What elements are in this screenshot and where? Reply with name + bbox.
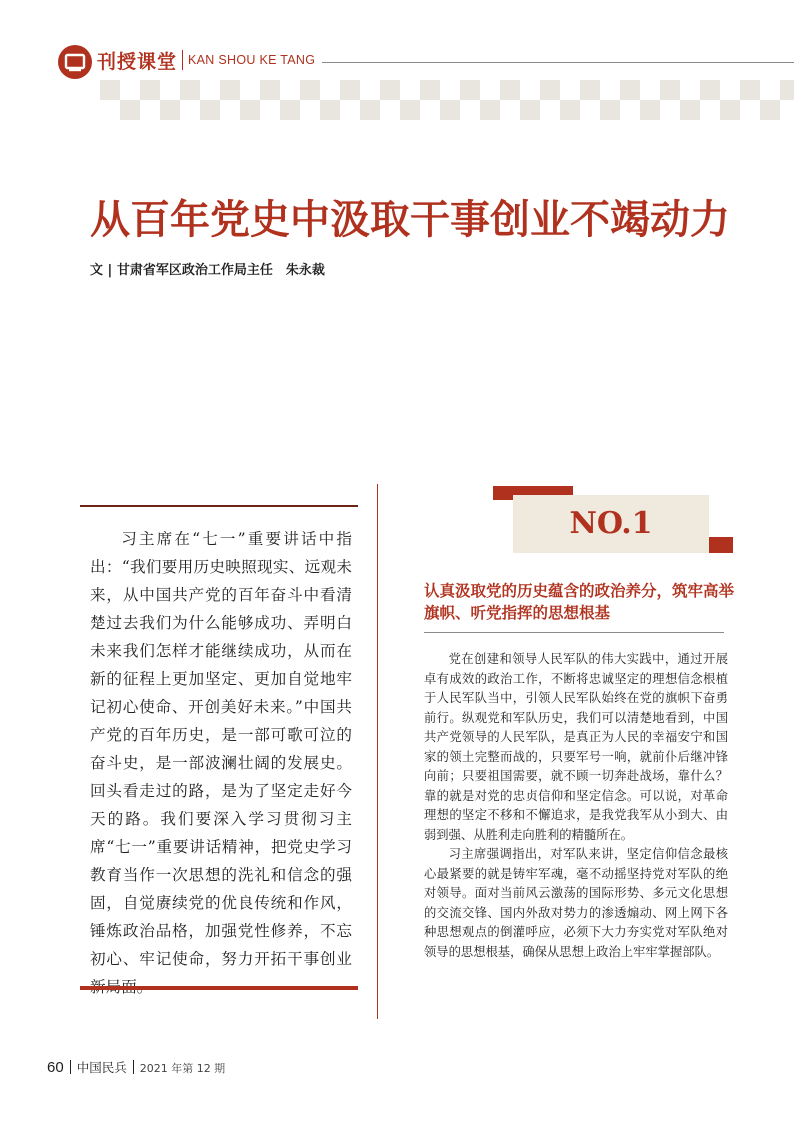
footer-separator	[70, 1060, 71, 1074]
quote-box-top-rule	[80, 505, 358, 507]
issue-label: 2021 年第 12 期	[139, 1062, 226, 1075]
lead-quote-text: 习主席在“七一”重要讲话中指出：“我们要用历史映照现实、远观未来，从中国共产党的百年奋斗中看清楚过去我们为什么能够成功、弄明白未来我们怎样才能继续成功，从而在新的征程上更加坚定、更加自觉地牢记初心使命、开创美好未来。”中国共产党的百年历史，是一部可歌可泣的奋斗史，是一部波澜壮阔的发展史。回头看走过的路，是为了坚定走好今天的路。我们要深入学习贯彻习主席“七一”重要讲话精神，把党史学习教育当作一次思想的洗礼和信念的强固，自觉赓续党的优良传统和作风，锤炼政治品格，加强党性修养，不忘初心、牢记使命，努力开拓干事创业	[90, 530, 352, 968]
tv-screen-icon	[58, 45, 92, 79]
checker-pattern	[100, 80, 794, 120]
column-divider	[377, 484, 378, 1019]
section-heading: 认真汲取党的历史蕴含的政治养分，筑牢高举旗帜、听党指挥的思想根基	[424, 582, 735, 622]
body-paragraph: 习主席强调指出，对军队来讲，坚定信仰信念最核心最紧要的就是铸牢军魂，毫不动摇坚持党对军队的绝对领导。面对当前风云激荡的国际形势、多元文化思想的交流交锋、国内外敌对势力的渗透煽动、网上网下各种思想观点的倒灌呼应，必须下大力夯实党对军队绝对领导的思想根基，确保从思想上政治上牢牢掌握部队。	[424, 847, 728, 959]
body-paragraph: 党在创建和领导人民军队的伟大实践中，通过开展卓有成效的政治工作，不断将忠诚坚定的理想信念根植于人民军队当中，引领人民军队始终在党的旗帜下奋勇前行。纵观党和军队历史，我们可以清楚地看到，中国共产党领导的人民军队，是真正为人民的幸福安宁和国家的领土完整而战的，只要军号一响，就前仆后继冲锋向前；只要祖国需要，就不顾一切奔赴战场，靠什么？靠的就是对党的忠贞信仰和坚定信念。可以说，对革命理想的坚定不移和不懈追求，是我党我军从小到大、由弱到强、从胜利走向胜利的精髓所在。	[424, 652, 728, 842]
page-footer	[47, 1057, 225, 1076]
page-number: 60	[47, 1059, 64, 1076]
byline-author: 甘肃省军区政治工作局主任 朱永裁	[116, 263, 325, 278]
quote-box-bottom-rule	[80, 986, 358, 990]
magazine-name: 中国民兵	[76, 1060, 127, 1075]
column-title: 刊授课堂	[97, 51, 178, 73]
badge-accent-corner	[709, 537, 733, 553]
section-badge	[513, 495, 709, 553]
section-body	[424, 650, 728, 962]
byline-prefix: 文	[90, 263, 104, 278]
byline-separator: |	[103, 263, 117, 278]
column-subtitle-en: KAN SHOU KE TANG	[188, 53, 316, 67]
section-heading-rule	[424, 632, 724, 633]
article-title: 从百年党史中汲取干事创业不竭动力	[90, 197, 730, 243]
footer-separator	[133, 1060, 134, 1074]
header-rule	[322, 62, 794, 63]
section-number: NO.1	[569, 506, 653, 541]
header-divider	[182, 50, 183, 70]
byline	[90, 259, 325, 278]
lead-quote	[90, 525, 352, 1001]
